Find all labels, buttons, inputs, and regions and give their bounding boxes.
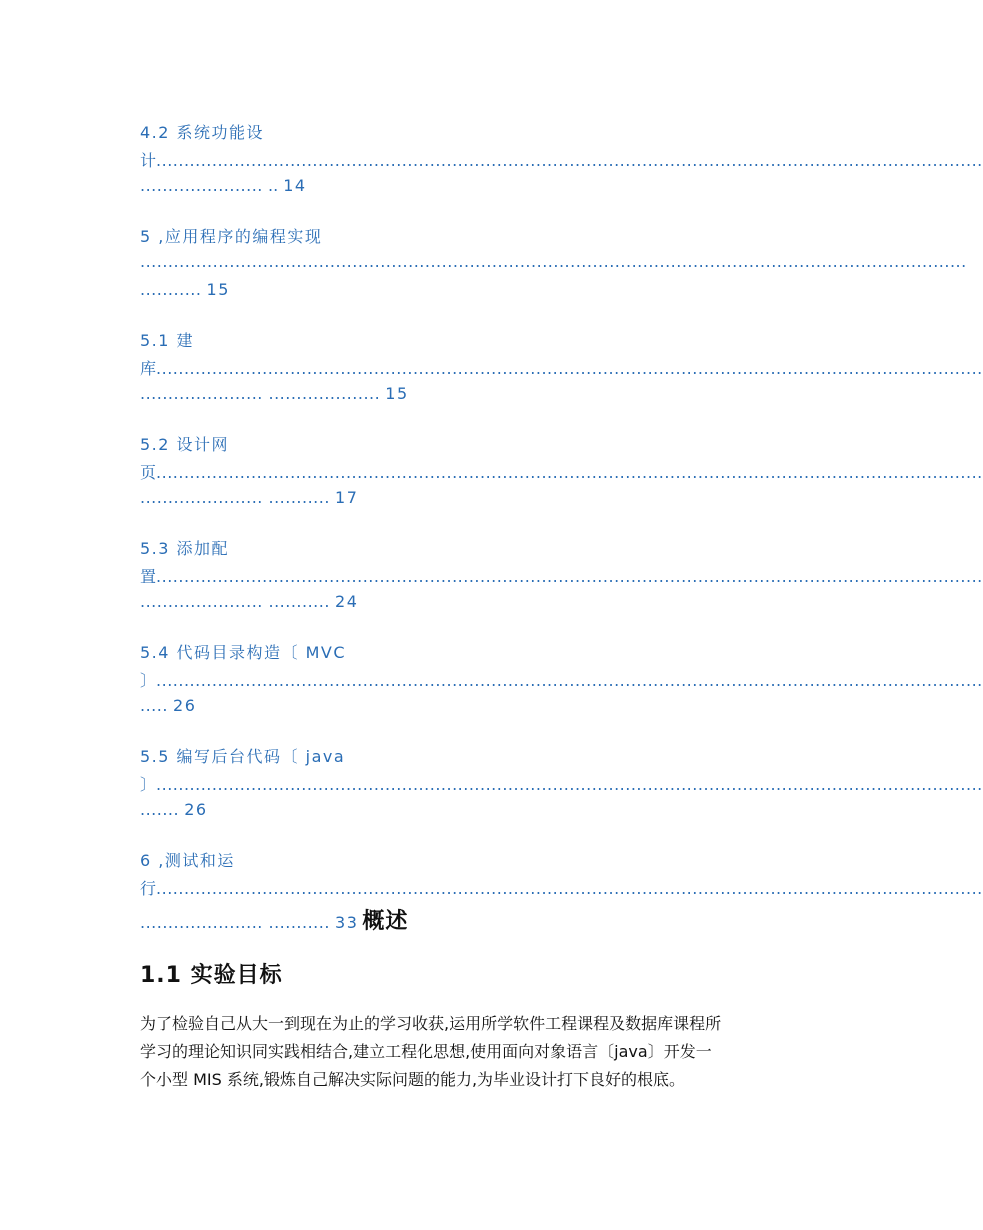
toc-dot-leader: ...................... ....................: [140, 384, 381, 403]
toc-dot-leader: ....................................................................................................................................................: [156, 359, 983, 378]
toc-entry-title: 4.2 系统功能设: [140, 123, 265, 142]
section-heading: 1.1 实验目标: [140, 963, 283, 988]
toc-entry-lead: 〕: [140, 775, 157, 794]
toc-entry-lead: 〕: [140, 671, 157, 690]
toc-dot-leader: ....................................................................................................................................................: [156, 567, 983, 586]
paragraph-line: 为了检验自己从大一到现在为止的学习收获,运用所学软件工程课程及数据库课程所: [140, 1014, 722, 1033]
toc-entry-title: 5.1 建: [140, 331, 195, 350]
body-paragraph: [140, 1010, 810, 1094]
toc-dot-leader: ....................................................................................................................................................: [156, 151, 983, 170]
toc-dot-leader: ....................................................................................................................................................: [156, 879, 983, 898]
toc-page-number: 26: [184, 800, 208, 819]
toc-entry-lead: 行: [140, 879, 157, 898]
toc-entry-lead: 页: [140, 463, 157, 482]
toc-page-number: 15: [206, 280, 230, 299]
toc-page-number: 17: [335, 488, 359, 507]
toc-entry-lead: 置: [140, 567, 157, 586]
toc-page-number: 33: [335, 913, 359, 932]
toc-entry-title: 5.4 代码目录构造〔 MVC: [140, 643, 347, 662]
toc-dot-leader: ...................... ...........: [140, 488, 330, 507]
toc-entry-lead: 计: [140, 151, 157, 170]
toc-dot-leader: ....................................................................................................................................................: [140, 252, 967, 271]
toc-dot-leader: ....................................................................................................................................................: [156, 671, 983, 690]
toc-page-number: 14: [283, 176, 307, 195]
toc-page-number: 15: [385, 384, 409, 403]
toc-dot-leader: ...................... ...........: [140, 913, 330, 932]
toc-dot-leader: .......: [140, 800, 180, 819]
toc-entry-title: 5.3 添加配: [140, 539, 230, 558]
toc-dot-leader: ....................................................................................................................................................: [156, 775, 983, 794]
chapter-heading: 概述: [362, 909, 409, 934]
toc-page-number: 24: [335, 592, 359, 611]
paragraph-line: 个小型 MIS 系统,锻炼自己解决实际问题的能力,为毕业设计打下良好的根底。: [140, 1070, 686, 1089]
toc-entry-title: 5.5 编写后台代码〔 java: [140, 747, 346, 766]
toc-page-number: 26: [173, 696, 197, 715]
toc-entry-title: 5.2 设计网: [140, 435, 230, 454]
toc-dot-leader: .....: [140, 696, 168, 715]
paragraph-line: 学习的理论知识同实践相结合,建立工程化思想,使用面向对象语言〔java〕开发一: [140, 1042, 712, 1061]
toc-dot-leader: ....................................................................................................................................................: [156, 463, 983, 482]
toc-dot-leader: ...................... ...........: [140, 592, 330, 611]
toc-dot-leader: ...........: [140, 280, 202, 299]
toc-dot-leader: ......................: [140, 176, 263, 195]
toc-entry-lead: 库: [140, 359, 157, 378]
toc-entry-title: 6 ,测试和运: [140, 851, 235, 870]
document-page: 4.2 系统功能设 计.................................................................................................................................................... ...................... .. 14 5 ,应用程序的编程实现 .................................................................................................................................................... ........... 15 5.1 建 库.................................................................................................................................................... ...................... .................... 15 5.2 设计网 页.................................................................................................................................................... ...................... ........... 17 5.3 添加配 置.................................................................................................................................................... ...................... ........... 24 5.4 代码目录构造〔 MVC 〕.................................................................................................................................................... ..... 26 5.5 编写后台代码〔 java 〕.................................................................................................................................................... ....... 26 6 ,测试和运 行.................................................................................................................................................... ...................... ........... 33 概述 1.1 实验目标 为了检验自己从大一到现在为止的学习收获,运用所学软件工程课程及数据库课程所 学习的理论知识同实践相结合,建立工程化思想,使用面向对象语言〔java〕开发一 个小型 MIS 系统,锻炼自己解决实际问题的能力,为毕业设计打下良好的根底。: [0, 0, 950, 1230]
toc-entry-title: 5 ,应用程序的编程实现: [140, 227, 323, 246]
